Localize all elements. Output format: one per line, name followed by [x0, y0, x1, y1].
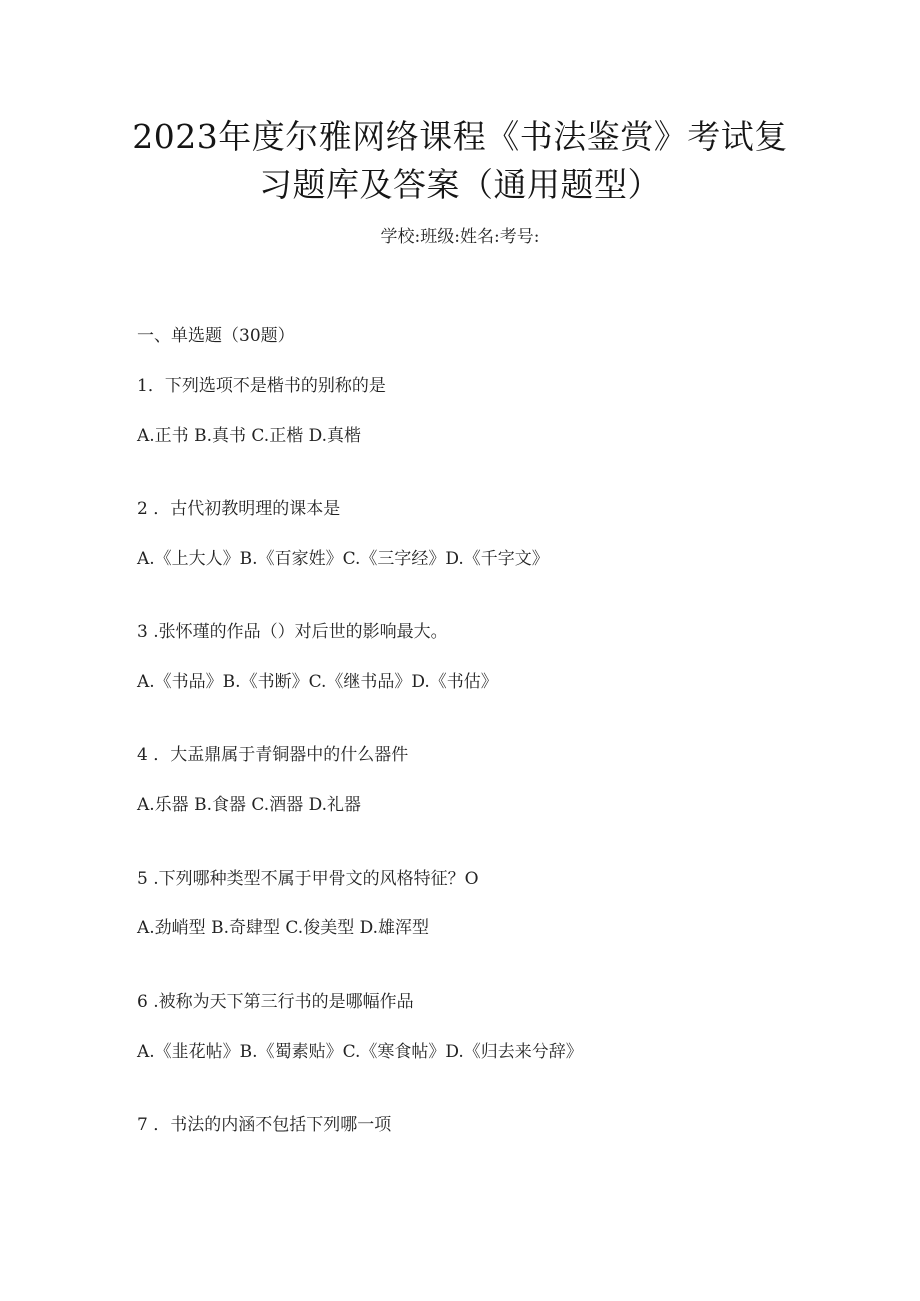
- question-6-options: A.《韭花帖》B.《蜀素贴》C.《寒食帖》D.《归去来兮辞》: [137, 1042, 583, 1062]
- question-5: 5 .下列哪种类型不属于甲骨文的风格特征？O: [137, 869, 479, 889]
- question-5-options: A.劲峭型 B.奇肆型 C.俊美型 D.雄浑型: [137, 918, 430, 938]
- question-2-options: A.《上大人》B.《百家姓》C.《三字经》D.《千字文》: [137, 549, 549, 569]
- document-title-line-1: 2023年度尔雅网络课程《书法鉴赏》考试复: [132, 117, 788, 156]
- question-3-options: A.《书品》B.《书断》C.《继书品》D.《书估》: [137, 672, 498, 692]
- question-4: 4 ．大盂鼎属于青铜器中的什么器件: [137, 745, 409, 765]
- question-6: 6 .被称为天下第三行书的是哪幅作品: [137, 992, 414, 1012]
- question-3: 3 .张怀瑾的作品（）对后世的影响最大。: [137, 622, 448, 642]
- question-2: 2 ．古代初教明理的课本是: [137, 499, 341, 519]
- student-info-line: 学校:班级:姓名:考号:: [380, 227, 540, 247]
- question-1-options: A.正书 B.真书 C.正楷 D.真楷: [137, 426, 362, 446]
- question-7: 7 ．书法的内涵不包括下列哪一项: [137, 1115, 392, 1135]
- question-1: 1．下列选项不是楷书的别称的是: [137, 376, 386, 396]
- section-heading: 一、单选题（30题）: [137, 326, 295, 346]
- document-title-line-2: 习题库及答案（通用题型）: [259, 165, 661, 204]
- question-4-options: A.乐器 B.食器 C.酒器 D.礼器: [137, 795, 362, 815]
